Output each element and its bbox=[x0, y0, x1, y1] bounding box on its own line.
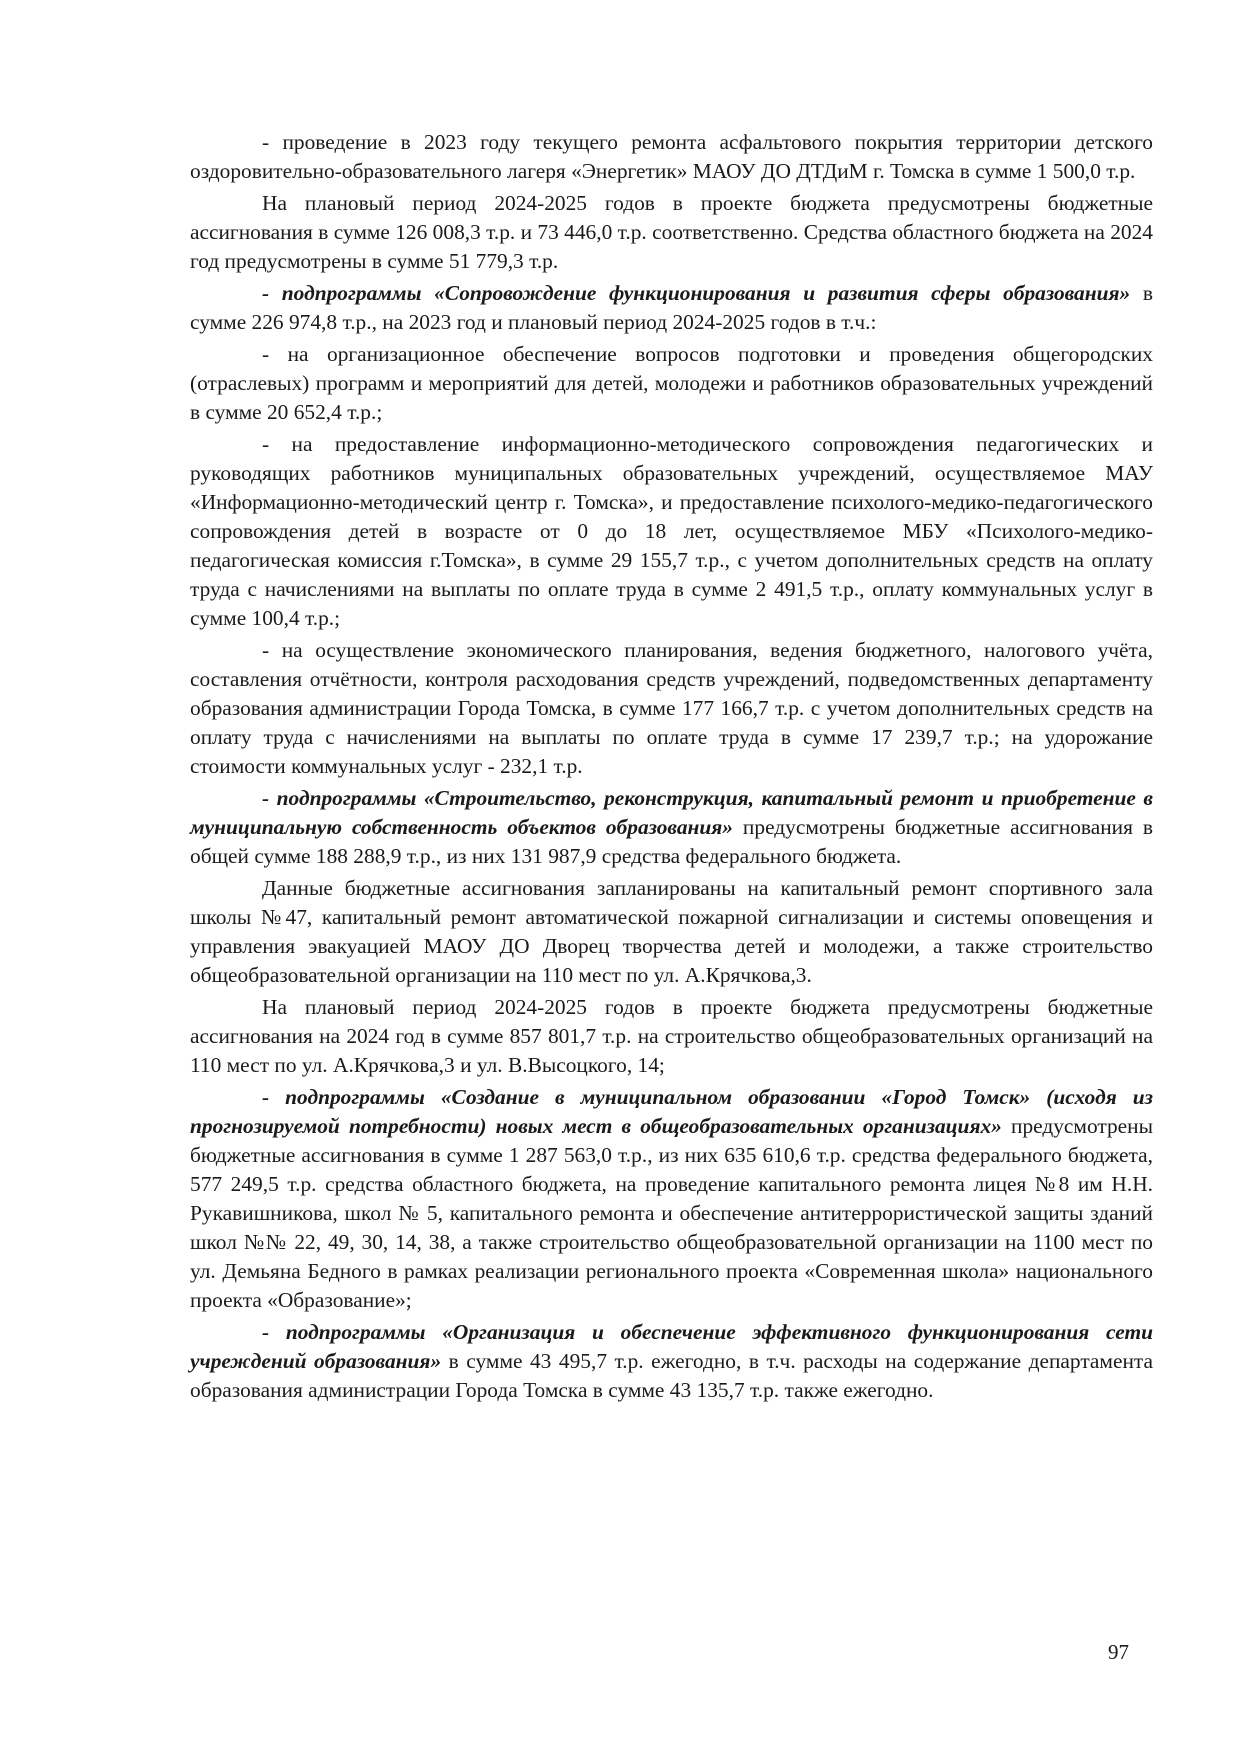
subprogram-title: - подпрограммы «Строительство, реконструкция, капитальный ремонт и приобретение в муниципальную собственность объектов образования» bbox=[190, 786, 1153, 839]
paragraph-capital-repair bbox=[190, 874, 1153, 990]
paragraph-text: в сумме 43 495,7 т.р. ежегодно, в т.ч. расходы на содержание департамента образования администрации Города Томска в сумме 43 135,7 т.р. также ежегодно. bbox=[190, 1349, 1153, 1402]
paragraph-text: - проведение в 2023 году текущего ремонта асфальтового покрытия территории детского оздоровительно-образовательного лагеря «Энергетик» МАОУ ДО ДТДиМ г. Томска в сумме 1 500,0 т.р. bbox=[190, 130, 1153, 183]
paragraph-text: На плановый период 2024-2025 годов в проекте бюджета предусмотрены бюджетные ассигнования на 2024 год в сумме 857 801,7 т.р. на строительство общеобразовательных организаций на 110 мест по ул. А.Крячкова,3 и ул. В.Высоцкого, 14; bbox=[190, 995, 1153, 1077]
paragraph-text: предусмотрены бюджетные ассигнования в общей сумме 188 288,9 т.р., из них 131 987,9 средства федерального бюджета. bbox=[190, 815, 1153, 868]
paragraph-economic-planning bbox=[190, 636, 1153, 781]
paragraph-text: На плановый период 2024-2025 годов в проекте бюджета предусмотрены бюджетные ассигнования в сумме 126 008,3 т.р. и 73 446,0 т.р. соответственно. Средства областного бюджета на 2024 год предусмотрены в сумме 51 779,3 т.р. bbox=[190, 191, 1153, 273]
paragraph-text: - на осуществление экономического планирования, ведения бюджетного, налогового учёта, составления отчётности, контроля расходования средств учреждений, подведомственных департаменту образования администрации Города Томска, в сумме 177 166,7 т.р. с учетом дополнительных средств на оплату труда с начислениями на выплаты по оплате труда в сумме 17 239,7 т.р.; на удорожание стоимости коммунальных услуг - 232,1 т.р. bbox=[190, 638, 1153, 778]
subprogram-title: - подпрограммы «Создание в муниципальном образовании «Город Томск» (исходя из прогнозируемой потребности) новых мест в общеобразовательных организациях» bbox=[190, 1085, 1153, 1138]
paragraph-subprogram-organization bbox=[190, 1318, 1153, 1405]
paragraph-subprogram-support bbox=[190, 279, 1153, 337]
paragraph-text: Данные бюджетные ассигнования запланированы на капитальный ремонт спортивного зала школы №47, капитальный ремонт автоматической пожарной сигнализации и системы оповещения и управления эвакуацией МАОУ ДО Дворец творчества детей и молодежи, а также строительство общеобразовательной организации на 110 мест по ул. А.Крячкова,3. bbox=[190, 876, 1153, 987]
paragraph-planning-period-1 bbox=[190, 189, 1153, 276]
paragraph-text: предусмотрены бюджетные ассигнования в сумме 1 287 563,0 т.р., из них 635 610,6 т.р. средства федерального бюджета, 577 249,5 т.р. средства областного бюджета, на проведение капитального ремонта лицея №8 им Н.Н. Рукавишникова, школ № 5, капитального ремонта и обеспечение антитеррористической защиты зданий школ №№ 22, 49, 30, 14, 38, а также строительство общеобразовательной организации на 1100 мест по ул. Демьяна Бедного в рамках реализации регионального проекта «Современная школа» национального проекта «Образование»; bbox=[190, 1114, 1153, 1312]
page-number: 97 bbox=[1108, 1640, 1129, 1664]
paragraph-asphalt-repair bbox=[190, 128, 1153, 186]
subprogram-title: - подпрограммы «Организация и обеспечение эффективного функционирования сети учреждений образования» bbox=[190, 1320, 1153, 1373]
paragraph-text: - на организационное обеспечение вопросов подготовки и проведения общегородских (отраслевых) программ и мероприятий для детей, молодежи и работников образовательных учреждений в сумме 20 652,4 т.р.; bbox=[190, 342, 1153, 424]
paragraph-methodical-support bbox=[190, 430, 1153, 633]
document-body bbox=[190, 128, 1153, 1408]
subprogram-title: - подпрограммы «Сопровождение функционирования и развития сферы образования» bbox=[262, 281, 1131, 305]
paragraph-subprogram-new-places bbox=[190, 1083, 1153, 1315]
paragraph-planning-period-2 bbox=[190, 993, 1153, 1080]
paragraph-text: в сумме 226 974,8 т.р., на 2023 год и плановый период 2024-2025 годов в т.ч.: bbox=[190, 281, 1153, 334]
paragraph-text: - на предоставление информационно-методического сопровождения педагогических и руководящих работников муниципальных образовательных учреждений, осуществляемое МАУ «Информационно-методический центр г. Томска», и предоставление психолого-медико-педагогического сопровождения детей в возрасте от 0 до 18 лет, осуществляемое МБУ «Психолого-медико-педагогическая комиссия г.Томска», в сумме 29 155,7 т.р., с учетом дополнительных средств на оплату труда с начислениями на выплаты по оплате труда в сумме 2 491,5 т.р., оплату коммунальных услуг в сумме 100,4 т.р.; bbox=[190, 432, 1153, 630]
paragraph-subprogram-construction bbox=[190, 784, 1153, 871]
paragraph-organizational-support bbox=[190, 340, 1153, 427]
